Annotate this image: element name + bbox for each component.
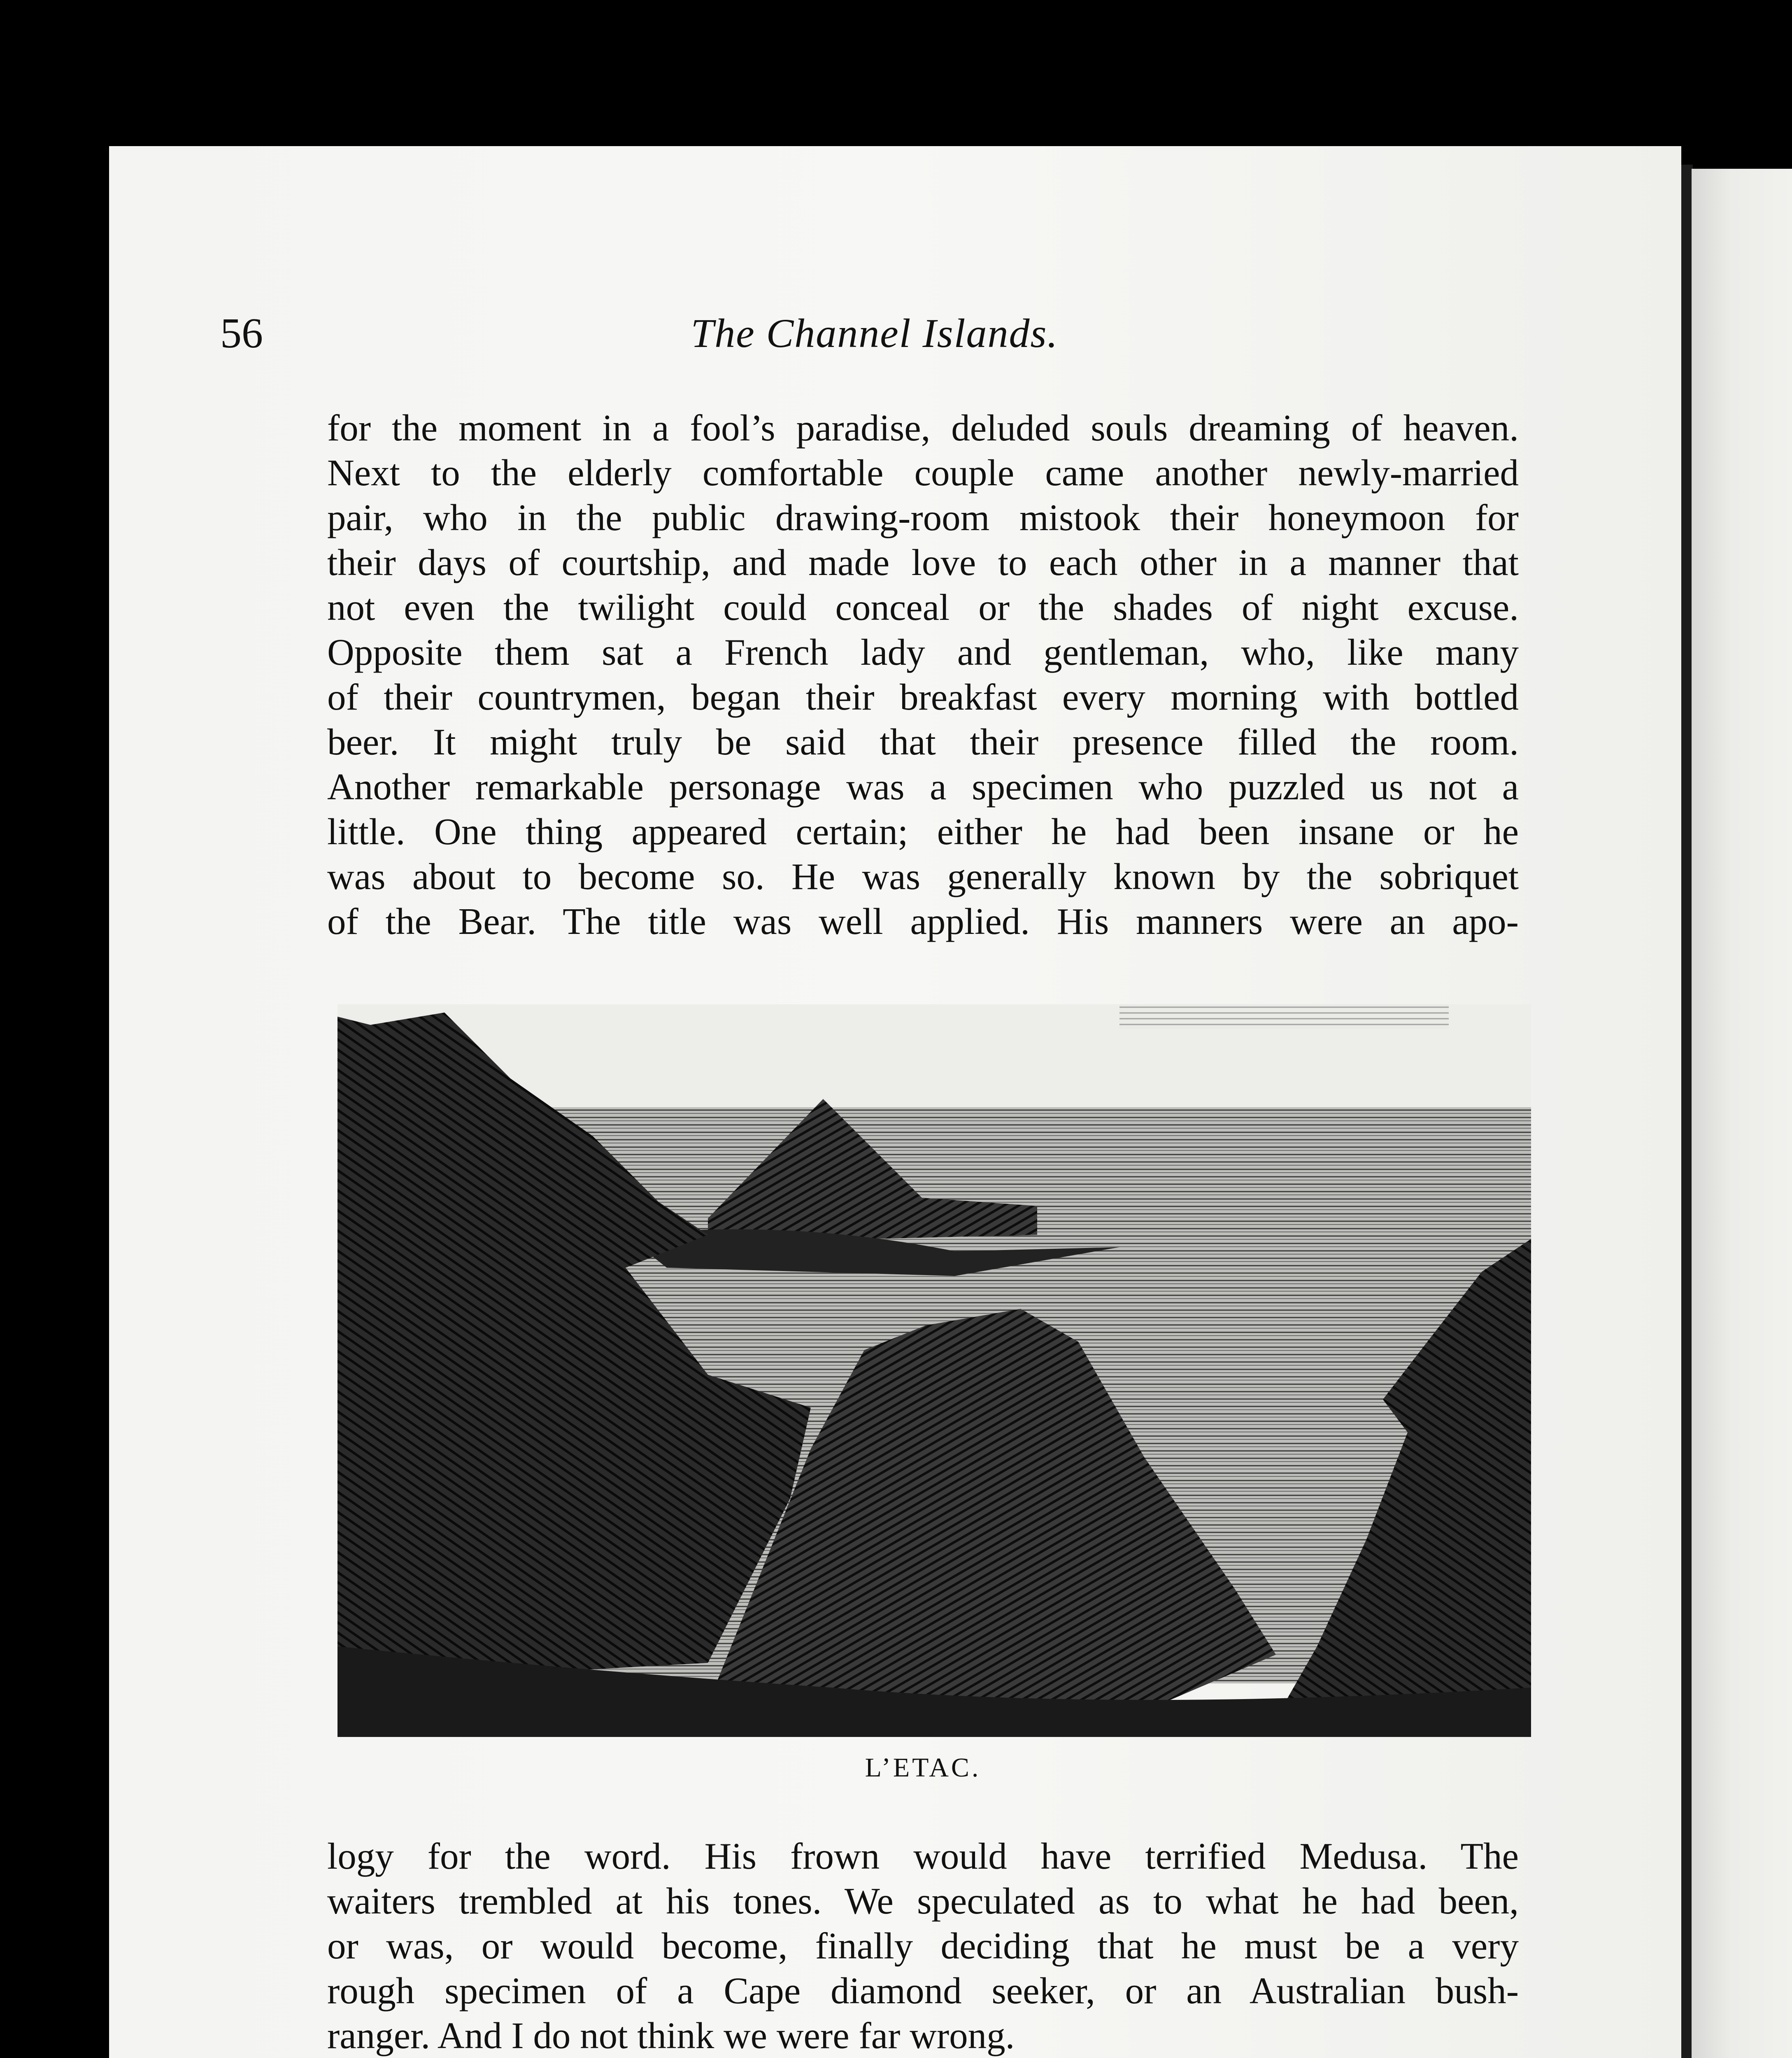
text-line: little. One thing appeared certain; either he had been insane or he bbox=[327, 811, 1519, 852]
text-line: Opposite them sat a French lady and gentleman, who, like many bbox=[327, 631, 1519, 673]
text-line: was about to become so. He was generally known by the sobriquet bbox=[327, 856, 1519, 897]
text-line: pair, who in the public drawing-room mistook their honeymoon for bbox=[327, 497, 1519, 538]
text-line: their days of courtship, and made love to each other in a manner that bbox=[327, 542, 1519, 583]
text-line: or was, or would become, finally deciding that he must be a very bbox=[327, 1925, 1519, 1967]
facing-page-edge bbox=[1692, 169, 1792, 2058]
text-line: beer. It might truly be said that their presence filled the room. bbox=[327, 721, 1519, 763]
text-line: ranger. And I do not think we were far wrong. bbox=[327, 2015, 1015, 2056]
page-gutter bbox=[1681, 165, 1693, 2058]
text-line: waiters trembled at his tones. We speculated as to what he had been, bbox=[327, 1880, 1519, 1922]
text-line: not even the twilight could conceal or the shades of night excuse. bbox=[327, 587, 1519, 628]
illustration-caption: L’ETAC. bbox=[865, 1753, 981, 1783]
text-line: Another remarkable personage was a specimen who puzzled us not a bbox=[327, 766, 1519, 808]
text-line: of their countrymen, began their breakfast every morning with bottled bbox=[327, 676, 1519, 718]
text-line: Next to the elderly comfortable couple came another newly-married bbox=[327, 452, 1519, 494]
page-header bbox=[220, 303, 1529, 364]
body-text-top bbox=[327, 405, 1519, 944]
page-number: 56 bbox=[220, 310, 263, 357]
running-title: The Channel Islands. bbox=[691, 310, 1059, 356]
text-line: rough specimen of a Cape diamond seeker, or an Australian bush- bbox=[327, 1970, 1519, 2011]
body-text-bottom bbox=[327, 1834, 1519, 2058]
letac-engraving bbox=[337, 1004, 1531, 1737]
text-line: logy for the word. His frown would have terrified Medusa. The bbox=[327, 1835, 1519, 1877]
text-line: for the moment in a fool’s paradise, deluded souls dreaming of heaven. bbox=[327, 407, 1519, 449]
text-line: of the Bear. The title was well applied. His manners were an apo- bbox=[327, 901, 1519, 942]
